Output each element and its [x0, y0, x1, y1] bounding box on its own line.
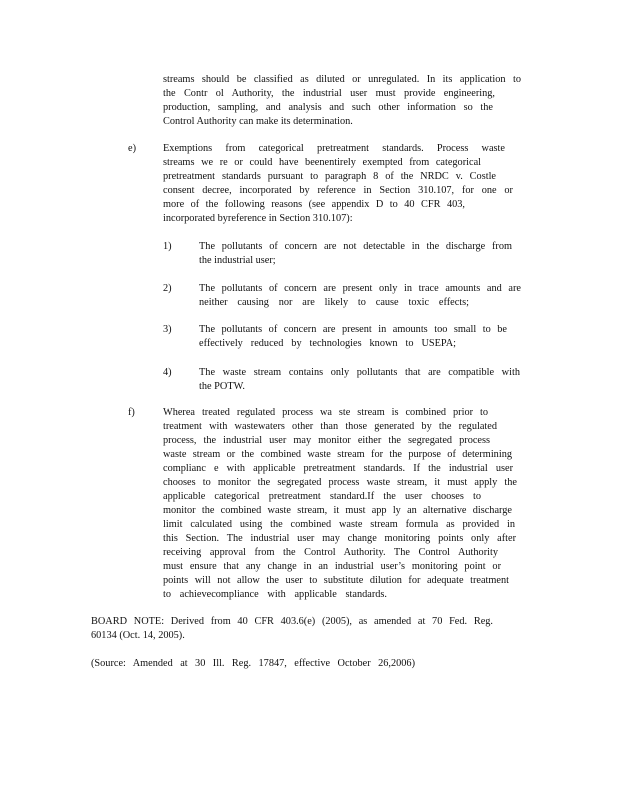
subitem-1-label: 1) — [163, 241, 172, 252]
item-e-line: Exemptions from categorical pretreatment standards. Process waste — [163, 143, 505, 154]
subitem-2-text — [199, 282, 521, 310]
source-note-line: (Source: Amended at 30 Ill. Reg. 17847, effective October 26,2006) — [91, 658, 415, 669]
item-e-paragraph — [163, 142, 513, 226]
item-f-line: complianc e with applicable pretreatment standards. If the industrial user — [163, 463, 513, 474]
item-f-paragraph — [163, 406, 517, 602]
item-f-line: to achievecompliance with applicable standards. — [163, 589, 387, 600]
item-e-line: consent decree, incorporated by reference in Section 310.107, for one or — [163, 185, 513, 196]
board-note-line: 60134 (Oct. 14, 2005). — [91, 630, 185, 641]
subitem-3-text — [199, 323, 507, 351]
item-f-label: f) — [128, 407, 135, 418]
intro-paragraph — [163, 73, 521, 129]
board-note-line: BOARD NOTE: Derived from 40 CFR 403.6(e) (2005), as amended at 70 Fed. Reg. — [91, 616, 493, 627]
subitem-3-label: 3) — [163, 324, 172, 335]
subitem-line: The waste stream contains only pollutants that are compatible with — [199, 367, 520, 378]
item-e-line: streams we re or could have beenentirely exempted from categorical — [163, 157, 481, 168]
intro-line: production, sampling, and analysis and such other information so the — [163, 102, 493, 113]
subitem-line: the POTW. — [199, 381, 245, 392]
item-f-line: chooses to monitor the segregated process waste stream, it must apply the — [163, 477, 517, 488]
item-f-line: monitor the combined waste stream, it must app ly an alternative discharge — [163, 505, 512, 516]
subitem-1-text — [199, 240, 512, 268]
item-f-line: points will not allow the user to substitute dilution for adequate treatment — [163, 575, 509, 586]
item-f-line: Wherea treated regulated process wa ste stream is combined prior to — [163, 407, 488, 418]
subitem-line: the industrial user; — [199, 255, 276, 266]
item-f-line: process, the industrial user may monitor either the segregated process — [163, 435, 490, 446]
subitem-line: effectively reduced by technologies known to USEPA; — [199, 338, 456, 349]
item-e-line: more of the following reasons (see appendix D to 40 CFR 403, — [163, 199, 465, 210]
item-f-line: limit calculated using the combined waste stream formula as provided in — [163, 519, 515, 530]
subitem-line: The pollutants of concern are not detectable in the discharge from — [199, 241, 512, 252]
subitem-4-label: 4) — [163, 367, 172, 378]
subitem-line: neither causing nor are likely to cause toxic effects; — [199, 297, 469, 308]
item-f-line: applicable categorical pretreatment standard.If the user chooses to — [163, 491, 481, 502]
intro-line: Control Authority can make its determination. — [163, 116, 353, 127]
intro-line: the Contr ol Authority, the industrial user must provide engineering, — [163, 88, 495, 99]
item-e-line: incorporated byreference in Section 310.107): — [163, 213, 353, 224]
item-f-line: this Section. The industrial user may change monitoring points only after — [163, 533, 516, 544]
source-note — [91, 657, 415, 671]
subitem-4-text — [199, 366, 520, 394]
item-f-line: receiving approval from the Control Authority. The Control Authority — [163, 547, 498, 558]
board-note — [91, 615, 493, 643]
item-f-line: must ensure that any change in an industrial user’s monitoring point or — [163, 561, 501, 572]
subitem-2-label: 2) — [163, 283, 172, 294]
subitem-line: The pollutants of concern are present in amounts too small to be — [199, 324, 507, 335]
item-e-label: e) — [128, 143, 136, 154]
item-e-line: pretreatment standards pursuant to paragraph 8 of the NRDC v. Costle — [163, 171, 496, 182]
subitem-line: The pollutants of concern are present only in trace amounts and are — [199, 283, 521, 294]
item-f-line: waste stream or the combined waste stream for the purpose of determining — [163, 449, 512, 460]
intro-line: streams should be classified as diluted or unregulated. In its application to — [163, 74, 521, 85]
item-f-line: treatment with wastewaters other than those generated by the regulated — [163, 421, 497, 432]
